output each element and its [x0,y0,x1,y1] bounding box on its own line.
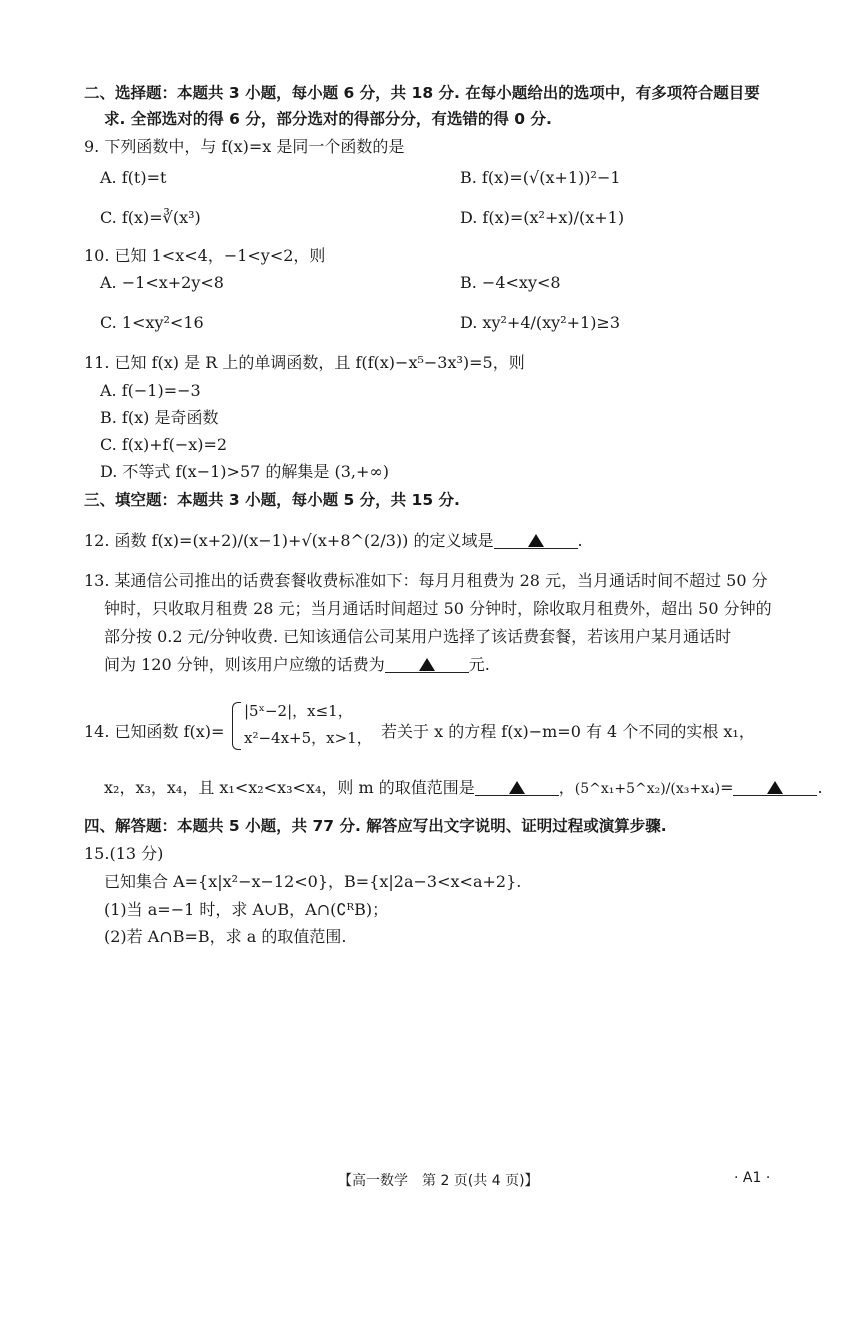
q12-line [84,530,583,552]
q13-line1: 13. 某通信公司推出的话费套餐收费标准如下：每月月租费为 28 元，当月通话时间不超过 50 分 [84,571,768,590]
q10-option-c: C. 1<xy²<16 [100,313,204,332]
q15-line3: (2)若 A∩B=B，求 a 的取值范围. [104,927,347,946]
q13-line4 [104,654,490,676]
q10-option-b: B. −4<xy<8 [460,273,561,292]
section-2-header-line1: 二、选择题：本题共 3 小题，每小题 6 分，共 18 分. 在每小题给出的选项中，有多项符合题目要 [84,84,760,102]
q14-end: . [817,778,823,797]
section-3-header: 三、填空题：本题共 3 小题，每小题 5 分，共 15 分. [84,491,460,509]
q15-title: 15.(13 分) [84,844,164,863]
page-footer: 【高一数学 第 2 页(共 4 页)】 [338,1173,539,1189]
q14-comma: ， [558,778,575,797]
q14-fraction: (5^x₁+5^x₂)/(x₃+x₄) [574,781,721,797]
q9-stem: 9. 下列函数中，与 f(x)=x 是同一个函数的是 [84,137,405,156]
triangle-marker-icon [509,781,525,794]
q11-stem: 11. 已知 f(x) 是 R 上的单调函数，且 f(f(x)−x⁵−3x³)=5，则 [84,353,525,372]
q14-case-1: |5ˣ−2|，x≤1， [244,702,353,720]
q11-option-b: B. f(x) 是奇函数 [100,408,219,427]
triangle-marker-icon [528,534,544,547]
q13-line4-prefix: 间为 120 分钟，则该用户应缴的话费为 [104,655,385,674]
q14-piecewise-brace [232,702,241,750]
q13-line4-suffix: 元. [468,655,490,674]
q14-line2 [104,777,823,800]
q9-option-d: D. f(x)=(x²+x)/(x+1) [460,208,625,227]
q13-line3: 部分按 0.2 元/分钟收费. 已知该通信公司某用户选择了该话费套餐，若该用户某月通话时 [104,627,732,646]
q13-answer-blank[interactable] [385,654,469,673]
q9-option-a: A. f(t)=t [100,168,167,187]
section-2-header-line2: 求. 全部选对的得 6 分，部分选对的得部分分，有选错的得 0 分. [104,110,552,128]
page-code: · A1 · [734,1170,771,1186]
q13-line2: 钟时，只收取月租费 28 元；当月通话时间超过 50 分钟时，除收取月租费外，超出 50 分钟的 [104,599,772,618]
q14-line1-suffix: 若关于 x 的方程 f(x)−m=0 有 4 个不同的实根 x₁， [381,722,755,741]
q15-line2: (1)当 a=−1 时，求 A∪B，A∩(∁ᴿB)； [104,900,389,919]
q11-option-c: C. f(x)+f(−x)=2 [100,435,228,454]
q14-equals: = [720,778,734,797]
q14-answer-blank-2[interactable] [733,777,817,796]
q14-line2-prefix: x₂，x₃，x₄，且 x₁<x₂<x₃<x₄，则 m 的取值范围是 [104,778,475,797]
section-4-header: 四、解答题：本题共 5 小题，共 77 分. 解答应写出文字说明、证明过程或演算步骤. [84,817,667,835]
q12-answer-blank[interactable] [494,530,578,549]
q14-case-2: x²−4x+5，x>1， [244,729,372,747]
q9-option-c: C. f(x)=∛(x³) [100,208,201,227]
q11-option-a: A. f(−1)=−3 [100,381,201,400]
q12-expression: (x+2)/(x−1)+√(x+8^(2/3)) [192,531,409,550]
q9-option-b: B. f(x)=(√(x+1))²−1 [460,168,621,187]
q14-prefix: 14. 已知函数 f(x)= [84,722,225,741]
q15-line1: 已知集合 A={x|x²−x−12<0}，B={x|2a−3<x<a+2}. [104,872,522,891]
q12-prefix: 12. 函数 f(x)= [84,531,193,550]
q10-option-a: A. −1<x+2y<8 [100,273,224,292]
triangle-marker-icon [767,781,783,794]
q12-suffix: 的定义域是 [413,531,494,550]
q11-option-d: D. 不等式 f(x−1)>57 的解集是 (3,+∞) [100,462,389,481]
q12-end: . [577,531,583,550]
triangle-marker-icon [419,658,435,671]
q10-stem: 10. 已知 1<x<4，−1<y<2，则 [84,246,326,265]
q14-answer-blank-1[interactable] [475,777,559,796]
q10-option-d: D. xy²+4/(xy²+1)≥3 [460,313,621,332]
